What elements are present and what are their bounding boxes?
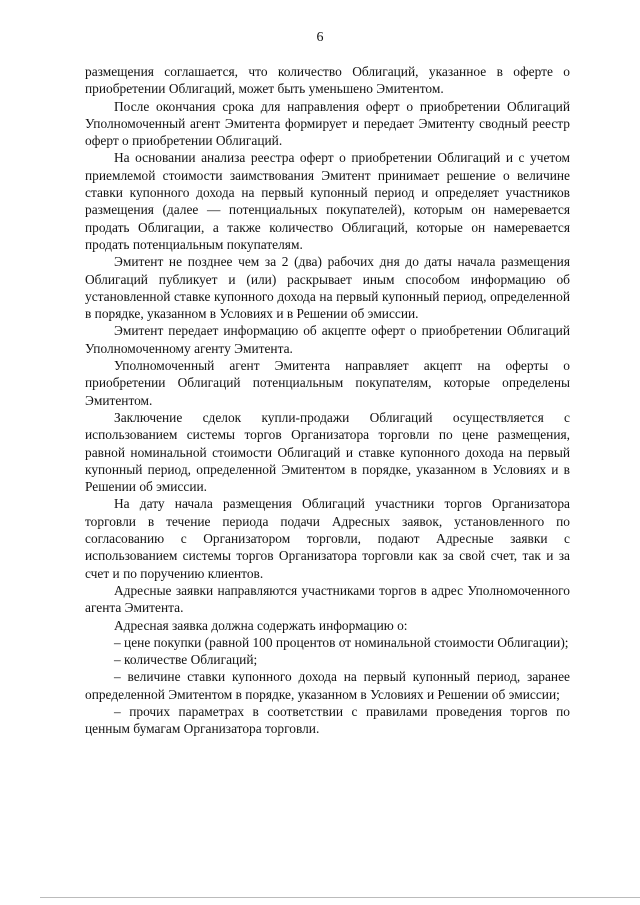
- list-item: – величине ставки купонного дохода на первый купонный период, заранее определенной Эмитентом в порядке, указанном в Условиях и Решении об эмиссии;: [85, 669, 570, 702]
- document-body: [85, 63, 570, 738]
- list-item: – прочих параметрах в соответствии с правилами проведения торгов по ценным бумагам Организатора торговли.: [85, 703, 570, 737]
- paragraph: Уполномоченный агент Эмитента направляет акцепт на оферты о приобретении Облигаций потенциальным покупателям, которые определены Эмитентом.: [85, 358, 570, 408]
- paragraph: Эмитент не позднее чем за 2 (два) рабочих дня до даты начала размещения Облигаций публикует и (или) раскрывает иным способом информацию об установленной ставке купонного дохода на первый купонный период, определенной в порядке, указанном в Условиях и в Решении об эмиссии.: [85, 254, 570, 322]
- paragraph: Адресная заявка должна содержать информацию о:: [114, 617, 408, 633]
- paragraph: На основании анализа реестра оферт о приобретении Облигаций и с учетом приемлемой стоимости заимствования Эмитент принимает решение о величине ставки купонного дохода на первый купонный период и определяет участников размещения (далее — потенциальных покупателей), которым он намеревается продать Облигации, а также количество Облигаций, которые он намеревается продать потенциальным покупателям.: [85, 150, 570, 252]
- page-bottom-edge: [40, 897, 640, 898]
- paragraph: размещения соглашается, что количество Облигаций, указанное в оферте о приобретении Облигаций, может быть уменьшено Эмитентом.: [85, 64, 570, 97]
- paragraph: После окончания срока для направления оферт о приобретении Облигаций Уполномоченный агент Эмитента формирует и передает Эмитенту сводный реестр оферт о приобретении Облигаций.: [85, 98, 570, 149]
- paragraph: Заключение сделок купли-продажи Облигаций осуществляется с использованием системы торгов Организатора торговли по цене размещения, равной номинальной стоимости Облигаций и ставке купонного дохода на первый купонный период, определенной Эмитентом в порядке, указанном в Условиях и в Решении об эмиссии.: [85, 409, 570, 495]
- paragraph: Эмитент передает информацию об акцепте оферт о приобретении Облигаций Уполномоченному агенту Эмитента.: [85, 323, 570, 356]
- list-item: – количестве Облигаций;: [114, 652, 258, 668]
- list-item: – цене покупки (равной 100 процентов от номинальной стоимости Облигации);: [114, 634, 569, 650]
- paragraph: Адресные заявки направляются участниками торгов в адрес Уполномоченного агента Эмитента.: [85, 582, 570, 616]
- page-number: 6: [316, 30, 324, 45]
- paragraph: На дату начала размещения Облигаций участники торгов Организатора торговли в течение периода подачи Адресных заявок, установленного по согласованию с Организатором торговли, подают Адресные заявки с использованием системы торгов Организатора торговли как за свой счет, так и за счет и по поручению клиентов.: [85, 496, 570, 581]
